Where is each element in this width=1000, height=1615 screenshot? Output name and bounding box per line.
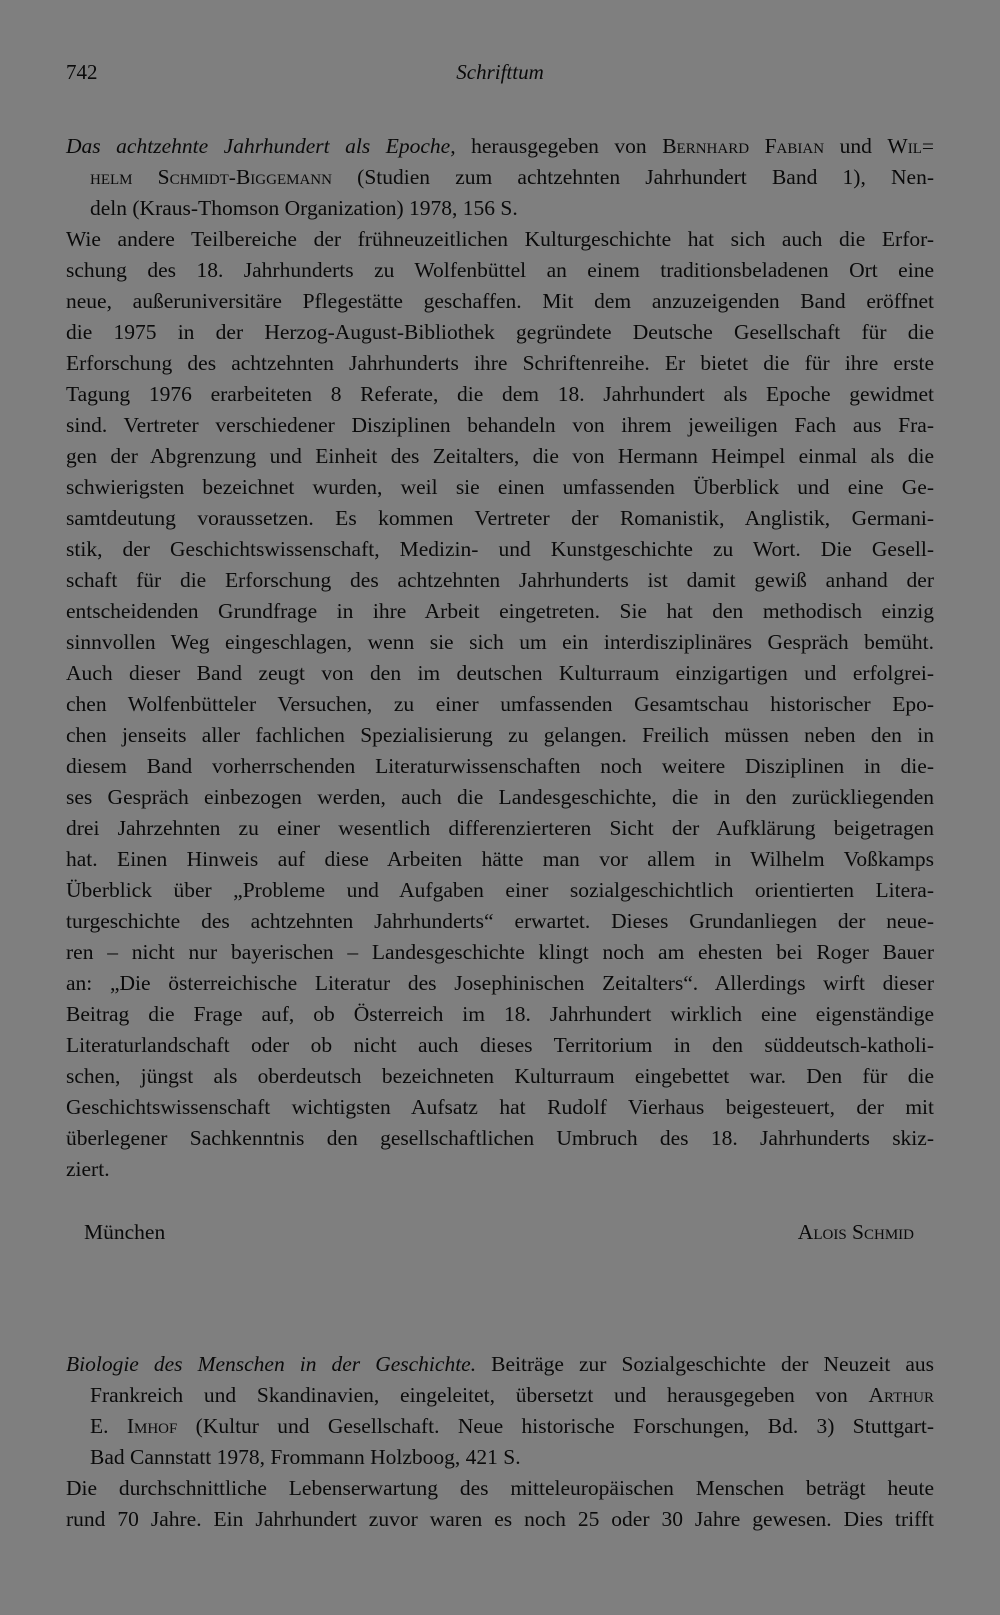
review1-signature — [66, 1220, 914, 1252]
body-line: stik, der Geschichtswissenschaft, Medizin- und Kunstgeschichte zu Wort. Die Gesell- — [66, 537, 934, 561]
body-line: überlegener Sachkenntnis den gesellschaftlichen Umbruch des 18. Jahrhunderts skiz- — [66, 1126, 934, 1150]
body-line: Auch dieser Band zeugt von den im deutschen Kulturraum einzigartigen und erfolgrei- — [66, 661, 934, 685]
review2-citation-line-4: Bad Cannstatt 1978, Frommann Holzboog, 421 S. — [90, 1445, 521, 1469]
body-line: Geschichtswissenschaft wichtigsten Aufsatz hat Rudolf Vierhaus beigesteuert, der mit — [66, 1095, 934, 1119]
review1-book-title: Das achtzehnte Jahrhundert als Epoche, — [66, 134, 456, 158]
body-line: schen, jüngst als oberdeutsch bezeichneten Kulturraum eingebettet war. Den für die — [66, 1064, 934, 1088]
body-line: rund 70 Jahre. Ein Jahrhundert zuvor waren es noch 25 oder 30 Jahre gewesen. Dies trifft — [66, 1507, 934, 1531]
body-line: sinnvollen Weg eingeschlagen, wenn sie sich um ein interdisziplinäres Gespräch bemüht. — [66, 630, 934, 654]
body-line: schwierigsten bezeichnet wurden, weil sie einen umfassenden Überblick und eine Ge- — [66, 475, 934, 499]
page-number: 742 — [66, 60, 98, 84]
review1-editor-2-part1: Wil= — [887, 134, 934, 158]
body-line: an: „Die österreichische Literatur des Josephinischen Zeitalters“. Allerdings wirft dieser — [66, 971, 934, 995]
body-line: entscheidenden Grundfrage in ihre Arbeit eingetreten. Sie hat den methodisch einzig — [66, 599, 934, 623]
body-line: ses Gespräch einbezogen werden, auch die Landesgeschichte, die in den zurückliegenden — [66, 785, 934, 809]
review1-citation-line-3: deln (Kraus-Thomson Organization) 1978, 156 S. — [90, 196, 518, 220]
review2-book-title: Biologie des Menschen in der Geschichte. — [66, 1352, 477, 1376]
review2-citation-line-2: Frankreich und Skandinavien, eingeleitet, übersetzt und herausgegeben von Arthur — [90, 1383, 934, 1407]
running-head: Schrifttum — [456, 60, 544, 84]
body-line: turgeschichte des achtzehnten Jahrhunderts“ erwartet. Dieses Grundanliegen der neue- — [66, 909, 934, 933]
body-line: Die durchschnittliche Lebenserwartung des mitteleuropäischen Menschen beträgt heute — [66, 1476, 934, 1500]
body-line: Überblick über „Probleme und Aufgaben einer sozialgeschichtlich orientierten Litera- — [66, 878, 934, 902]
review1-editor-2-part2: helm Schmidt-Biggemann — [90, 165, 332, 189]
body-line: chen Wolfenbütteler Versuchen, zu einer umfassenden Gesamtschau historischer Epo- — [66, 692, 934, 716]
body-line: Erforschung des achtzehnten Jahrhunderts ihre Schriftenreihe. Er bietet die für ihre erste — [66, 351, 934, 375]
signature-author: Alois Schmid — [797, 1220, 914, 1244]
review2-citation-line-3: E. Imhof (Kultur und Gesellschaft. Neue historische Forschungen, Bd. 3) Stuttgart- — [90, 1414, 934, 1438]
body-line: Wie andere Teilbereiche der frühneuzeitlichen Kulturgeschichte hat sich auch die Erfor- — [66, 227, 934, 251]
body-line: schung des 18. Jahrhunderts zu Wolfenbüttel an einem traditionsbeladenen Ort eine — [66, 258, 934, 282]
review1-citation-line-2: helm Schmidt-Biggemann (Studien zum achtzehnten Jahrhundert Band 1), Nen- — [90, 165, 934, 189]
body-line: schaft für die Erforschung des achtzehnten Jahrhunderts ist damit gewiß anhand der — [66, 568, 934, 592]
body-line: Literaturlandschaft oder ob nicht auch dieses Territorium in den süddeutsch-katholi- — [66, 1033, 934, 1057]
body-line: Beitrag die Frage auf, ob Österreich im 18. Jahrhundert wirklich eine eigenständige — [66, 1002, 934, 1026]
review1-citation-line-1: Das achtzehnte Jahrhundert als Epoche, herausgegeben von Bernhard Fabian und Wil= — [66, 134, 934, 158]
body-line: neue, außeruniversitäre Pflegestätte geschaffen. Mit dem anzuzeigenden Band eröffnet — [66, 289, 934, 313]
body-line: chen jenseits aller fachlichen Spezialisierung zu gelangen. Freilich müssen neben den in — [66, 723, 934, 747]
body-line: Tagung 1976 erarbeiteten 8 Referate, die dem 18. Jahrhundert als Epoche gewidmet — [66, 382, 934, 406]
review2-citation-line-1: Biologie des Menschen in der Geschichte. Beiträge zur Sozialgeschichte der Neuzeit aus — [66, 1352, 934, 1376]
review2-editor-part1: Arthur — [868, 1383, 934, 1407]
body-line: drei Jahrzehnten zu einer wesentlich differenzierteren Sicht der Aufklärung beigetragen — [66, 816, 934, 840]
review2-editor-part2: E. Imhof — [90, 1414, 178, 1438]
body-line: gen der Abgrenzung und Einheit des Zeitalters, die von Hermann Heimpel einmal als die — [66, 444, 934, 468]
review1-editor-1: Bernhard Fabian — [662, 134, 825, 158]
signature-place: München — [84, 1220, 166, 1244]
body-line: samtdeutung voraussetzen. Es kommen Vertreter der Romanistik, Anglistik, Germani- — [66, 506, 934, 530]
body-line: sind. Vertreter verschiedener Disziplinen behandeln von ihrem jeweiligen Fach aus Fra- — [66, 413, 934, 437]
body-line: ren – nicht nur bayerischen – Landesgeschichte klingt noch am ehesten bei Roger Bauer — [66, 940, 934, 964]
page-header — [66, 60, 934, 92]
body-line: hat. Einen Hinweis auf diese Arbeiten hätte man vor allem in Wilhelm Voßkamps — [66, 847, 934, 871]
body-line: die 1975 in der Herzog-August-Bibliothek gegründete Deutsche Gesellschaft für die — [66, 320, 934, 344]
body-line: ziert. — [66, 1157, 110, 1181]
body-line: diesem Band vorherrschenden Literaturwissenschaften noch weitere Disziplinen in die- — [66, 754, 934, 778]
